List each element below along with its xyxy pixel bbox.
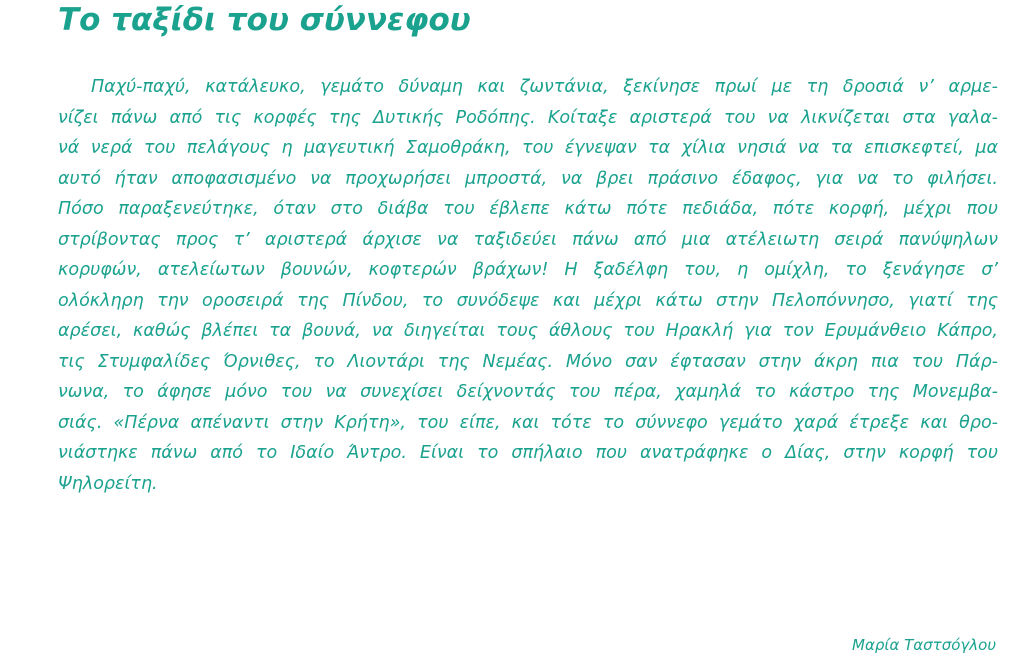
story-line: σιάς. «Πέρνα απέναντι στην Κρήτη», του είπε, και τότε το σύννεφο γεμάτο χαρά έτρεξε και θρο- [58,412,998,433]
story-line: Παχύ-παχύ, κατάλευκο, γεμάτο δύναμη και ζωντάνια, ξεκίνησε πρωί με τη δροσιά ν’ αρμε- [91,77,998,97]
story-line: κορυφών, ατελείωτων βουνών, κοφτερών βράχων! Η ξαδέλφη του, η ομίχλη, το ξενάγησε σ’ [58,260,998,280]
story-line: Ψηλορείτη. [58,473,158,494]
story-line: αυτό ήταν αποφασισμένο να προχωρήσει μπροστά, να βρει πράσινο έδαφος, για να το φιλήσει. [58,168,998,189]
story-line: αρέσει, καθώς βλέπει τα βουνά, να διηγείται τους άθλους του Ηρακλή για τον Ερυμάνθειο Κάπρο, [58,321,998,341]
author-name: Μαρία Ταστσόγλου [852,636,996,654]
story-line: στρίβοντας προς τ’ αριστερά άρχισε να ταξιδεύει πάνω από μια ατέλειωτη σειρά πανύψηλων [58,229,998,250]
story-line: ολόκληρη την οροσειρά της Πίνδου, το συνόδεψε και μέχρι κάτω στην Πελοπόννησο, γιατί της [58,290,998,311]
story-body [58,72,998,499]
story-line: τις Στυμφαλίδες Όρνιθες, το Λιοντάρι της Νεμέας. Μόνο σαν έφτασαν στην άκρη πια του Πάρ- [58,351,998,372]
story-line: νά νερά του πελάγους η μαγευτική Σαμοθράκη, του έγνεψαν τα χίλια νησιά να τα επισκεφτεί, μα [58,138,998,158]
story-line: νιάστηκε πάνω από το Ιδαίο Άντρο. Είναι το σπήλαιο που ανατράφηκε ο Δίας, στην κορφή του [58,443,998,463]
story-title: Το ταξίδι του σύννεφου [58,2,471,38]
story-line: νωνα, το άφησε μόνο του να συνεχίσει δείχνοντάς του πέρα, χαμηλά το κάστρο της Μονεμβα- [58,382,998,402]
story-line: νίζει πάνω από τις κορφές της Δυτικής Ροδόπης. Κοίταξε αριστερά του να λικνίζεται στα γαλα- [58,107,998,128]
story-line: Πόσο παραξενεύτηκε, όταν στο διάβα του έβλεπε κάτω πότε πεδιάδα, πότε κορφή, μέχρι που [58,199,998,219]
